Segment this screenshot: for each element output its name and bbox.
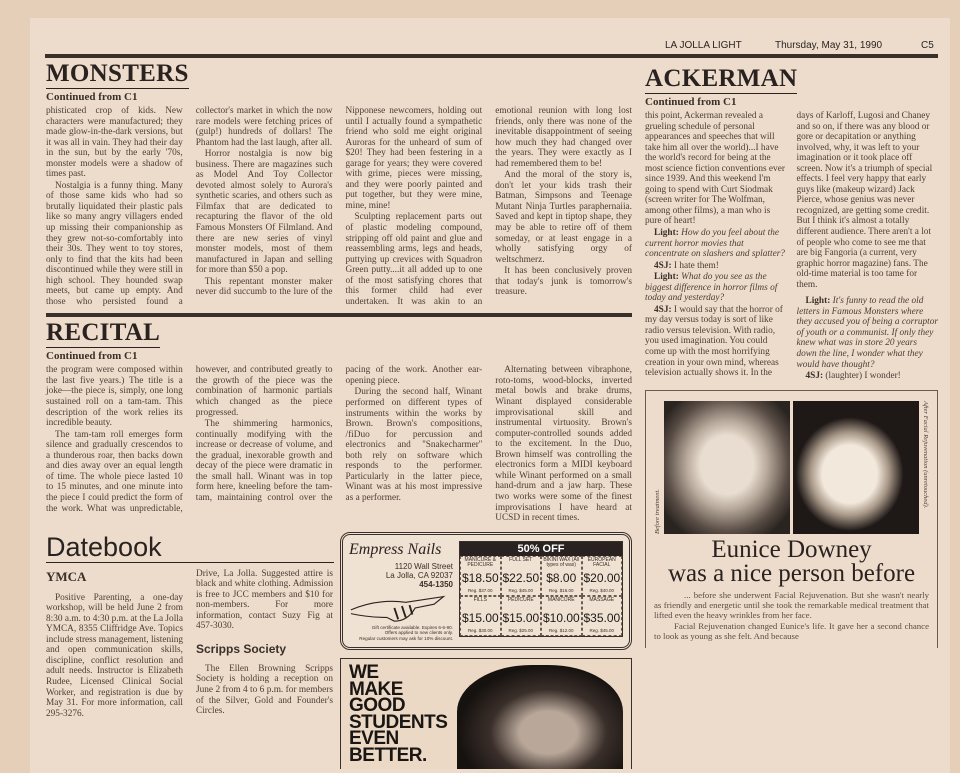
sale-price: $15.00	[462, 610, 499, 625]
speaker-text: It's funny to read the old letters in Famous Monsters where they accused you of being a corruptor of youth or a communist. If only they knew what was in store 20 years down the line, I wonder what they would have thought?	[796, 296, 938, 370]
speaker-label: 4SJ:	[654, 304, 672, 315]
article-paragraph: Horror nostalgia is now big business. There are magazines such as Model And Toy Collector devoted almost solely to Aurora's synthetic scaries, and others such as Filmfax that are dedicated to recapturing the flavor of the old Famous Monsters Of Filmland. And there are new series of vinyl monster models, most of them manufactured in Japan and selling for more than $50 a pop.	[195, 149, 333, 276]
monsters-continued: Continued from C1	[46, 91, 138, 103]
speaker-text: (laughter) I wonder!	[825, 371, 901, 382]
slogan-line: BETTER.	[349, 744, 427, 766]
scripps-column	[196, 664, 333, 717]
sale-price: $15.00	[502, 610, 540, 625]
ackerman-headline: ACKERMAN	[645, 65, 798, 92]
nails-business-name: Empress Nails	[349, 540, 442, 558]
article-paragraph: The tam-tam roll emerges form silence and gradually crescendos to a thunderous roar, then backs down and dies away over an equal length of time. The whole piece lasted 10 to 15 minutes, and one minute into the piece I could predict the form of the work. What was unpredictable, however, and contributed greatly to the growth of the piece was the combination of harmonic partials which changed as the piece progressed.	[46, 365, 333, 514]
before-caption: Before treatment.	[654, 488, 661, 534]
ackerman-intro: this point, Ackerman revealed a grueling schedule of personal appearances and speeches that will take him all over the world)...I have the world's record for being at the most science fiction conventions ever since 1939. And this weekend I'm going to spend with Curt Siodmak (screen writer for The Wolfman, among other films), a man who is pure of heart!	[645, 111, 785, 227]
regular-price: Reg. $40.00	[589, 587, 615, 593]
regular-price: Reg. $45.00	[508, 587, 534, 593]
recital-continued: Continued from C1	[46, 350, 138, 363]
manicured-hand-icon	[349, 589, 453, 625]
speaker-label: Light:	[805, 296, 831, 307]
lower-left-row	[46, 532, 632, 770]
article-paragraph: It has been conclusively proven that today's junk is tomorrow's treasure.	[495, 266, 632, 298]
nails-address-city: La Jolla, CA 92037	[385, 570, 453, 580]
eunice-headline-2: was a nice person before	[667, 559, 916, 587]
service-name: FULL SET	[509, 556, 533, 563]
sale-price: $10.00	[543, 610, 580, 625]
regular-price: Reg. $45.00	[589, 627, 615, 633]
slogan-line: STUDENTS	[349, 711, 448, 733]
empress-nails-ad	[340, 532, 632, 651]
nails-fine-print-2: Offers applied to new clients only.	[384, 630, 453, 636]
datebook-title: Datebook	[46, 532, 334, 563]
article-paragraph: Alternating between vibraphone, roto-toms, wood-blocks, inverted metal bowls and brake drums, Winant displayed considerable improvisational skill and instrumental virtuosity. Brown's computer-controlled sounds added to the excitement. In the Duo, Brown himself was controlling the electronics form a MIDI keyboard while Winant performed on a small hand-drum and a jaw harp. These two works were some of the finest improvisations I have heard at UCSD in recent times.	[495, 365, 632, 524]
recital-article-body	[46, 365, 632, 523]
page-number: C5	[921, 40, 934, 51]
article-paragraph: The shimmering harmonics, continually modifying with the increase or decrease of volume, and the gradual, inexorable growth and decay of the piece were dramatic in the small hall. Winant was in top form here, kneeling before the tam-tam, maintaining control over the pacing of the work. Another ear-opening piece.	[195, 365, 483, 503]
datebook-section	[46, 532, 334, 770]
article-paragraph: And the moral of the story is, don't let your kids trash their Batman, Simpsons and Teenage Mutant Ninja Turtles paraphernaiia. Saved and kept in tiptop shape, they may be able to retire off of them someday, or at least engage in a wholly satisfying orgy of weltschmerz.	[495, 170, 632, 265]
recital-rule	[46, 313, 632, 317]
ads-column	[340, 532, 632, 770]
interview-exchange	[645, 228, 787, 260]
nails-fine-print-3: Regular customers may ask for 10% discount.	[359, 635, 453, 641]
ymca-column	[46, 593, 183, 720]
students-ad	[340, 658, 632, 769]
top-rule	[45, 54, 938, 58]
price-cell	[541, 556, 582, 596]
regular-price: Reg. $16.00	[548, 587, 574, 593]
article-paragraph: During the second half, Winant performed on different types of instruments within the works by Brown. Brown's compositions, /fiDuo for percussion and electronics and ''Snakecharmer'' both rely on software which responds to the performer. Particularly in the latter piece, Winant was at his most impressive as a performer.	[345, 387, 483, 503]
regular-price: Reg. $12.00	[548, 627, 574, 633]
service-name: EUROPEAN FACIAL	[587, 556, 616, 569]
ackerman-continued: Continued from C1	[645, 96, 737, 108]
nails-price-grid	[459, 541, 623, 637]
article-paragraph: the program were composed within the last five years.) The title is a joke—the piece is, simply, one long sustained roll on a tam-tam. This description of the work relies its incredible beauty.	[46, 365, 183, 429]
interview-exchange	[797, 371, 939, 382]
service-name: MASSAGE	[589, 596, 615, 603]
sale-price: $20.00	[583, 570, 621, 585]
price-cell	[582, 596, 623, 636]
price-cell	[501, 596, 542, 636]
speaker-text: I would say that the horror of my day versus today is sort of like radio versus television. With radio, you used imagination. You could come up with the most horrifying creation in your own mind, whereas television actually shows it. In the days of Karloff, Lugosi and Chaney and so on, if there was any blood or gore or decapitation or anything involved, why, it was left to your imagination or it took place off screen. Now it's a triumph of special effects. I feel very happy that early guys like (makeup wizard) Jack Pierce, whose genius was never recognized, are getting some credit. But I think it's almost a totally different audience. There aren't a lot of people who come to see me that are big Fangoria (a current, very graphic horror magazine) fans. The old-time material is too tame for them.	[645, 111, 933, 379]
recital-headline: RECITAL	[46, 319, 161, 347]
service-name: BIKINI WAX (All types of wax)	[543, 556, 580, 569]
sale-price: $22.50	[502, 570, 540, 585]
jcc-column	[196, 569, 333, 632]
monsters-article-body	[46, 106, 632, 307]
price-cell	[460, 596, 501, 636]
students-ad-slogan	[349, 662, 448, 769]
speaker-label: Light:	[654, 272, 679, 283]
speaker-text: How do you feel about the current horror movies that concentrate on slashers and splatter?	[645, 228, 785, 260]
eunice-body-p1: ... before she underwent Facial Rejuvenation. But she wasn't nearly as friendly and energetic until she took the remarkable medical treatment that lifted even the heavy wrinkles from her face.	[654, 589, 929, 621]
nails-phone: 454-1350	[419, 579, 453, 589]
discount-banner: 50% OFF	[460, 542, 622, 556]
article-paragraph: Sculpting replacement parts out of plastic modeling compound, stripping off old paint and glue and reassembling arms, legs and heads, puttying up crevices with Squadron Green putty....it all added up to one of the most satisfying chores that this former child had ever undertaken. It was akin to an emotional reunion with long lost friends, only there was none of the inevitable disappointment of seeing how much they had changed over the years. They were exactly as I had remembered them to be!	[345, 106, 632, 307]
student-photo	[457, 665, 623, 769]
regular-price: Reg. $30.00	[467, 627, 493, 633]
eunice-body-p2: Facial Rejuvenation changed Eunice's life. It gave her a second chance to look as young as she felt. And because	[654, 620, 929, 642]
price-cell	[582, 556, 623, 596]
slogan-line: MAKE	[349, 678, 403, 700]
right-news-area	[645, 61, 938, 648]
article-paragraph: Nostalgia is a funny thing. Many of those same kids who had so brutally liquidated their plastic pals like so many angry villagers ended up missing their companionship as they grew not-so-comfortably into their 30s. They went to toy stores, only to find that the kits had been discontinued while they were still in high school. They hounded swap meets, but came up empty. And those who persisted found a collector's market in which the now rare models were fetching prices of (gulp!) hundreds of dollars! The Phantom had the last laugh, after all.	[46, 106, 333, 307]
masthead-paper-name: LA JOLLA LIGHT	[665, 40, 742, 51]
speaker-text: I hate them!	[673, 260, 719, 271]
left-news-area	[46, 61, 632, 769]
sale-price: $18.50	[462, 570, 499, 585]
interview-exchange	[645, 261, 787, 272]
ymca-heading: YMCA	[46, 568, 87, 584]
scripps-text: The Ellen Browning Scripps Society is holding a reception on June 2 from 4 to 6 p.m. for members of the Silver, Gold and Founder's Circles.	[196, 663, 333, 717]
regular-price: Reg. $37.00	[467, 587, 493, 593]
speaker-label: 4SJ:	[654, 260, 672, 271]
interview-exchange	[797, 296, 939, 370]
eunice-headline-1: Eunice Downey	[711, 535, 872, 563]
facial-rejuvenation-ad	[645, 390, 938, 648]
monsters-headline: MONSTERS	[46, 60, 189, 87]
nails-fine-print-1: Gift certificate available. Expires 6-6-90.	[371, 624, 453, 630]
service-name: MANICURE	[547, 596, 575, 603]
jcc-text: Drive, La Jolla. Suggested attire is black and white clothing. Admission is free to JCC members and $10 for non-members. For more information, contact Suzy Fig at 457-3030.	[196, 568, 333, 632]
speaker-label: 4SJ:	[805, 371, 824, 382]
sale-price: $35.00	[583, 610, 621, 625]
service-name: MANICURE & PEDICURE	[464, 556, 496, 569]
slogan-line: GOOD	[349, 695, 406, 717]
scripps-heading: Scripps Society	[196, 641, 287, 656]
speaker-text: What do you see as the biggest difference in horror films of today and yesterday?	[645, 272, 778, 304]
sale-price: $8.00	[546, 570, 577, 585]
interview-exchange	[645, 272, 787, 304]
service-name: PEDICURE	[507, 596, 534, 603]
article-paragraph: phisticated crop of kids. New characters were manufactured; they made glow-in-the-dark versions, but it was all in vain. They had their day in the sun, but by the early '70s, monster models were a shadow of times past.	[46, 106, 183, 180]
masthead-date: Thursday, May 31, 1990	[775, 40, 883, 51]
price-cell	[541, 596, 582, 636]
nails-address-street: 1120 Wall Street	[394, 561, 453, 571]
after-caption: After Facial Rejuvenation (unretouched).	[922, 400, 929, 509]
regular-price: Reg. $25.00	[508, 627, 534, 633]
ymca-text: Positive Parenting, a one-day workshop, will be held June 2 from 8:30 a.m. to 4:30 p.m. at the La Jolla YMCA, 8355 Cliffridge Ave. Topics include stress management, listening and open communication skills, discipline, conflict resolution and adult needs. Instructor is Elizabeth Rudee, Licensed Clinical Social Worker, and registration is due by May 31. For more information, call 295-3276.	[46, 592, 183, 719]
eunice-body	[654, 590, 929, 642]
slogan-line: EVEN	[349, 728, 399, 750]
speaker-label: Light:	[654, 228, 679, 239]
price-cell	[460, 556, 501, 596]
ackerman-article-body	[645, 111, 938, 382]
before-photo	[664, 401, 790, 534]
price-cell	[501, 556, 542, 596]
after-photo	[793, 401, 919, 534]
service-name: FILLS	[473, 596, 487, 603]
article-paragraph: This repentant monster maker never did succumb to the lure of the Nipponese newcomers, holding out until I actually found a sympathetic friend who sold me eight original Auroras for the unheard of sum of $20! They had been festering in a garage for years; they were covered with grime, pieces were missing, and they were poorly painted and put together, but they were mine, mine, mine!	[195, 106, 483, 298]
slogan-line: WE	[349, 662, 379, 684]
